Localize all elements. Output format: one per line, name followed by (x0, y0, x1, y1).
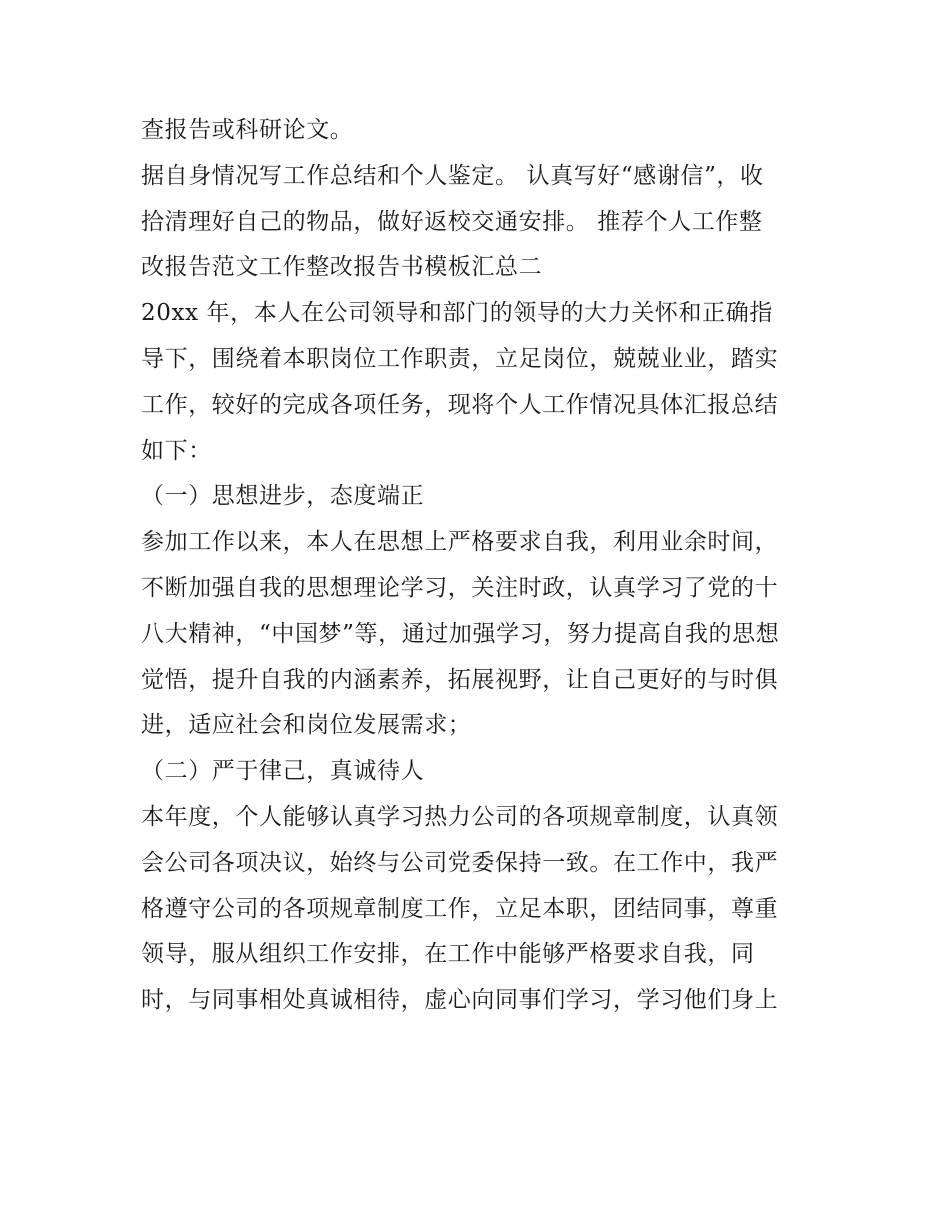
text-line: 参加工作以来，本人在思想上严格要求自我，利用业余时间， (141, 529, 779, 556)
text-line: 拾清理好自己的物品，做好返校交通安排。 推荐个人工作整 (141, 208, 763, 235)
text-line: 时，与同事相处真诚相待，虚心向同事们学习，学习他们身上 (141, 987, 779, 1014)
text-line: 本年度，个人能够认真学习热力公司的各项规章制度，认真领 (141, 803, 779, 830)
text-line: 如下： (141, 437, 212, 464)
document-body (141, 108, 821, 1024)
text-line: 不断加强自我的思想理论学习，关注时政，认真学习了党的十 (141, 574, 779, 601)
section-heading: （一）思想进步，态度端正 (141, 483, 425, 510)
text-line: 改报告范文工作整改报告书模板汇总二 (141, 254, 543, 281)
section-heading: （二）严于律己，真诚待人 (141, 758, 425, 785)
text-line: 八大精神，“中国梦”等，通过加强学习，努力提高自我的思想 (141, 620, 780, 647)
text-line: 查报告或科研论文。 (141, 117, 354, 143)
text-line: 导下，围绕着本职岗位工作职责，立足岗位，兢兢业业，踏实 (141, 345, 779, 372)
text-line: 觉悟，提升自我的内涵素养，拓展视野，让自己更好的与时俱 (141, 666, 779, 693)
text-line: 工作，较好的完成各项任务，现将个人工作情况具体汇报总结 (141, 391, 779, 418)
text-line: 进，适应社会和岗位发展需求； (141, 712, 472, 739)
text-line: 会公司各项决议，始终与公司党委保持一致。在工作中，我严 (141, 849, 779, 876)
text-line: 据自身情况写工作总结和个人鉴定。 认真写好“感谢信”，收 (141, 162, 764, 189)
text-line: 领导，服从组织工作安排，在工作中能够严格要求自我，同 (141, 941, 755, 968)
text-line: 格遵守公司的各项规章制度工作，立足本职，团结同事，尊重 (141, 895, 779, 922)
text-line: 20xx 年，本人在公司领导和部门的领导的大力关怀和正确指 (141, 300, 773, 327)
